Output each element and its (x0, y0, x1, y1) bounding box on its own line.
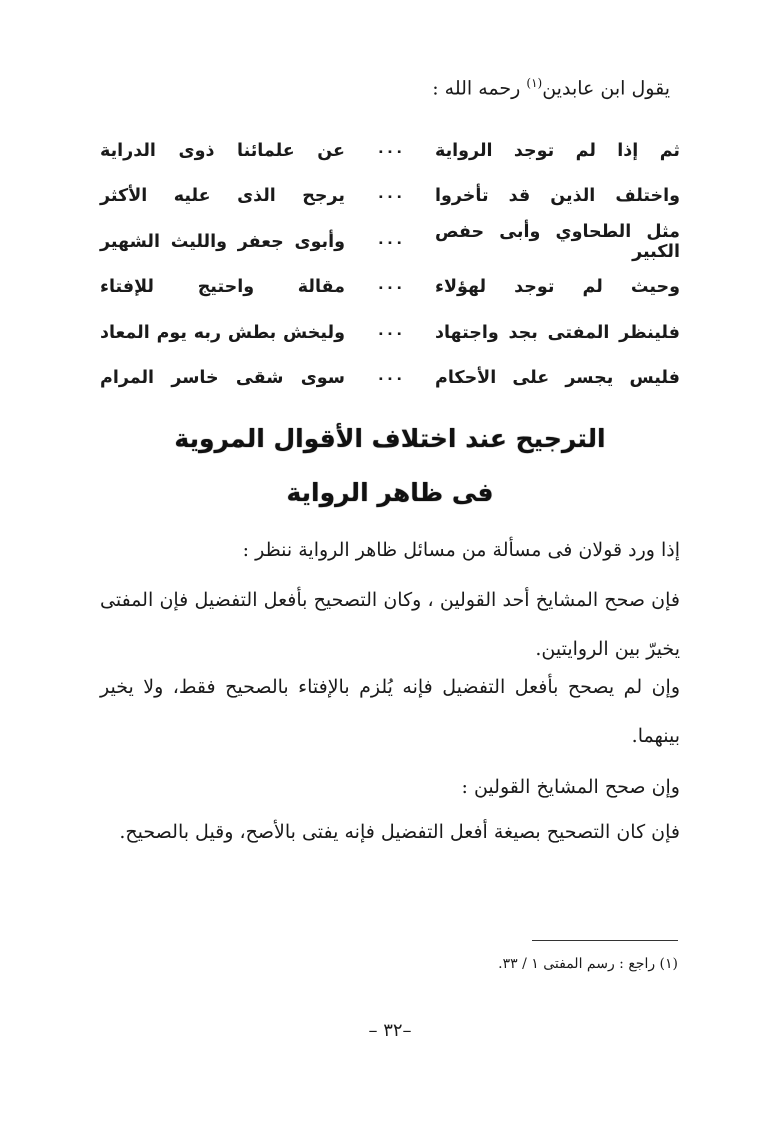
verse-first-hemistich: فليس يجسر على الأحكام (435, 368, 680, 389)
poem-verse (100, 128, 680, 174)
verse-first-hemistich: واختلف الذين قد تأخروا (435, 186, 680, 207)
verse-separator: ٠٠٠ (376, 187, 404, 206)
verse-second-hemistich: مقالة واحتيج للإفتاء (100, 277, 345, 298)
poem-verse (100, 310, 680, 356)
paragraph: وإن لم يصحح بأفعل التفضيل فإنه يُلزم بالإفتاء بالصحيح فقط، ولا يخير بينهما. (100, 676, 680, 747)
verse-second-hemistich: سوى شقى خاسر المرام (100, 368, 345, 389)
footnote-divider (532, 940, 678, 941)
verse-first-hemistich: فلينظر المفتى بجد واجتهاد (435, 322, 680, 343)
intro-line (432, 76, 670, 99)
verse-first-hemistich: مثل الطحاوي وأبى حفص الكبير (435, 221, 680, 262)
verse-first-hemistich: وحيث لم توجد لهؤلاء (435, 277, 680, 298)
paragraph: إذا ورد قولان فى مسألة من مسائل ظاهر الرواية ننظر : (242, 539, 680, 561)
verse-separator: ٠٠٠ (376, 369, 404, 388)
poem (100, 128, 680, 401)
verse-second-hemistich: وأبوى جعفر والليث الشهير (100, 231, 345, 252)
intro-text: يقول ابن عابدين (542, 77, 670, 100)
poem-verse (100, 174, 680, 220)
verse-separator: ٠٠٠ (376, 232, 404, 251)
poem-verse (100, 356, 680, 402)
poem-verse (100, 265, 680, 311)
paragraph: فإن كان التصحيح بصيغة أفعل التفضيل فإنه يفتى بالأصح، وقيل بالصحيح. (119, 821, 680, 843)
footnote-reference: (١) (526, 76, 543, 90)
paragraph: فإن صحح المشايخ أحد القولين ، وكان التصحيح بأفعل التفضيل فإن المفتى يخيرّ بين الروايتين. (100, 589, 680, 660)
intro-text-end: رحمه الله : (432, 77, 521, 100)
verse-separator: ٠٠٠ (376, 323, 404, 342)
verse-second-hemistich: وليخش بطش ربه يوم المعاد (100, 322, 345, 343)
verse-second-hemistich: يرجح الذى عليه الأكثر (100, 186, 345, 207)
page-number: –٣٢ – (368, 1020, 412, 1041)
section-heading: الترجيح عند اختلاف الأقوال المروية (174, 424, 606, 453)
paragraph: وإن صحح المشايخ القولين : (461, 776, 680, 798)
section-subheading: فى ظاهر الرواية (286, 478, 494, 507)
verse-separator: ٠٠٠ (376, 141, 404, 160)
verse-second-hemistich: عن علمائنا ذوى الدراية (100, 140, 345, 161)
footnote: (١) راجع : رسم المفتى ١ / ٣٣. (498, 956, 678, 972)
poem-verse (100, 219, 680, 265)
verse-separator: ٠٠٠ (376, 278, 404, 297)
verse-first-hemistich: ثم إذا لم توجد الرواية (435, 140, 680, 161)
